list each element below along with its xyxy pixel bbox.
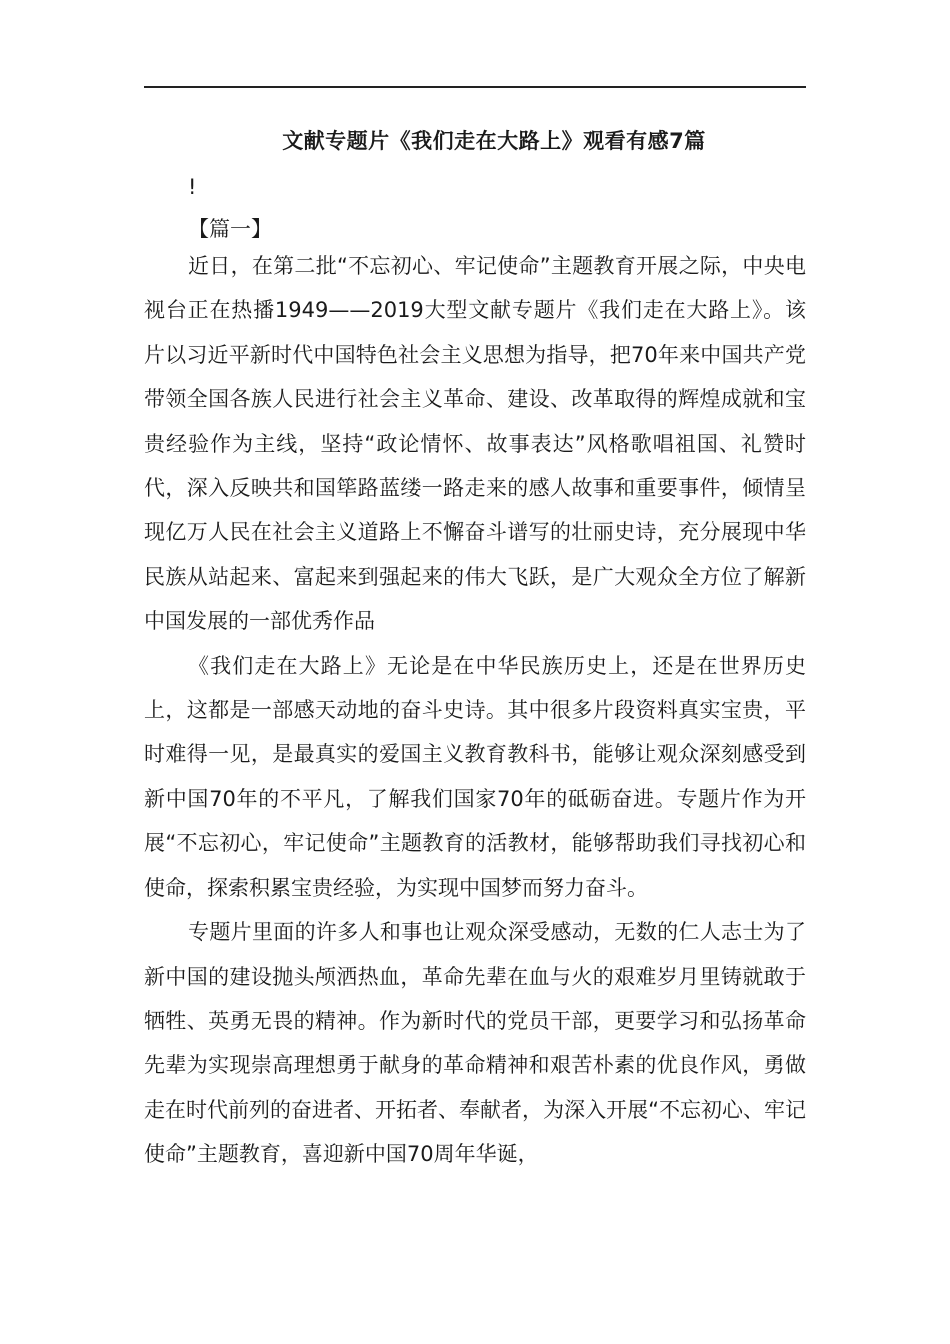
stray-mark: ! [188,175,197,199]
section-heading: 【篇一】 [188,217,272,241]
header-rule [144,86,806,88]
document-body [144,244,806,1177]
paragraph-1: 近日，在第二批“不忘初心、牢记使命”主题教育开展之际，中央电视台正在热播1949——2019大型文献专题片《我们走在大路上》。该片以习近平新时代中国特色社会主义思想为指导，把70年来中国共产党带领全国各族人民进行社会主义革命、建设、改革取得的辉煌成就和宝贵经验作为主线，坚持“政论情怀、故事表达”风格歌唱祖国、礼赞时代，深入反映共和国筚路蓝缕一路走来的感人故事和重要事件，倾情呈现亿万人民在社会主义道路上不懈奋斗谱写的壮丽史诗，充分展现中华民族从站起来、富起来到强起来的伟大飞跃，是广大观众全方位了解新中国发展的一部优秀作品 [144,254,806,634]
document-title: 文献专题片《我们走在大路上》观看有感7篇 [282,129,706,153]
paragraph-3: 专题片里面的许多人和事也让观众深受感动，无数的仁人志士为了新中国的建设抛头颅洒热血，革命先辈在血与火的艰难岁月里铸就敢于牺牲、英勇无畏的精神。作为新时代的党员干部，更要学习和弘扬革命先辈为实现崇高理想勇于献身的革命精神和艰苦朴素的优良作风，勇做走在时代前列的奋进者、开拓者、奉献者，为深入开展“不忘初心、牢记使命”主题教育，喜迎新中国70周年华诞， [144,920,806,1167]
paragraph-2: 《我们走在大路上》无论是在中华民族历史上，还是在世界历史上，这都是一部感天动地的奋斗史诗。其中很多片段资料真实宝贵，平时难得一见，是最真实的爱国主义教育教科书，能够让观众深刻感受到新中国70年的不平凡，了解我们国家70年的砥砺奋进。专题片作为开展“不忘初心，牢记使命”主题教育的活教材，能够帮助我们寻找初心和使命，探索积累宝贵经验，为实现中国梦而努力奋斗。 [144,653,806,900]
